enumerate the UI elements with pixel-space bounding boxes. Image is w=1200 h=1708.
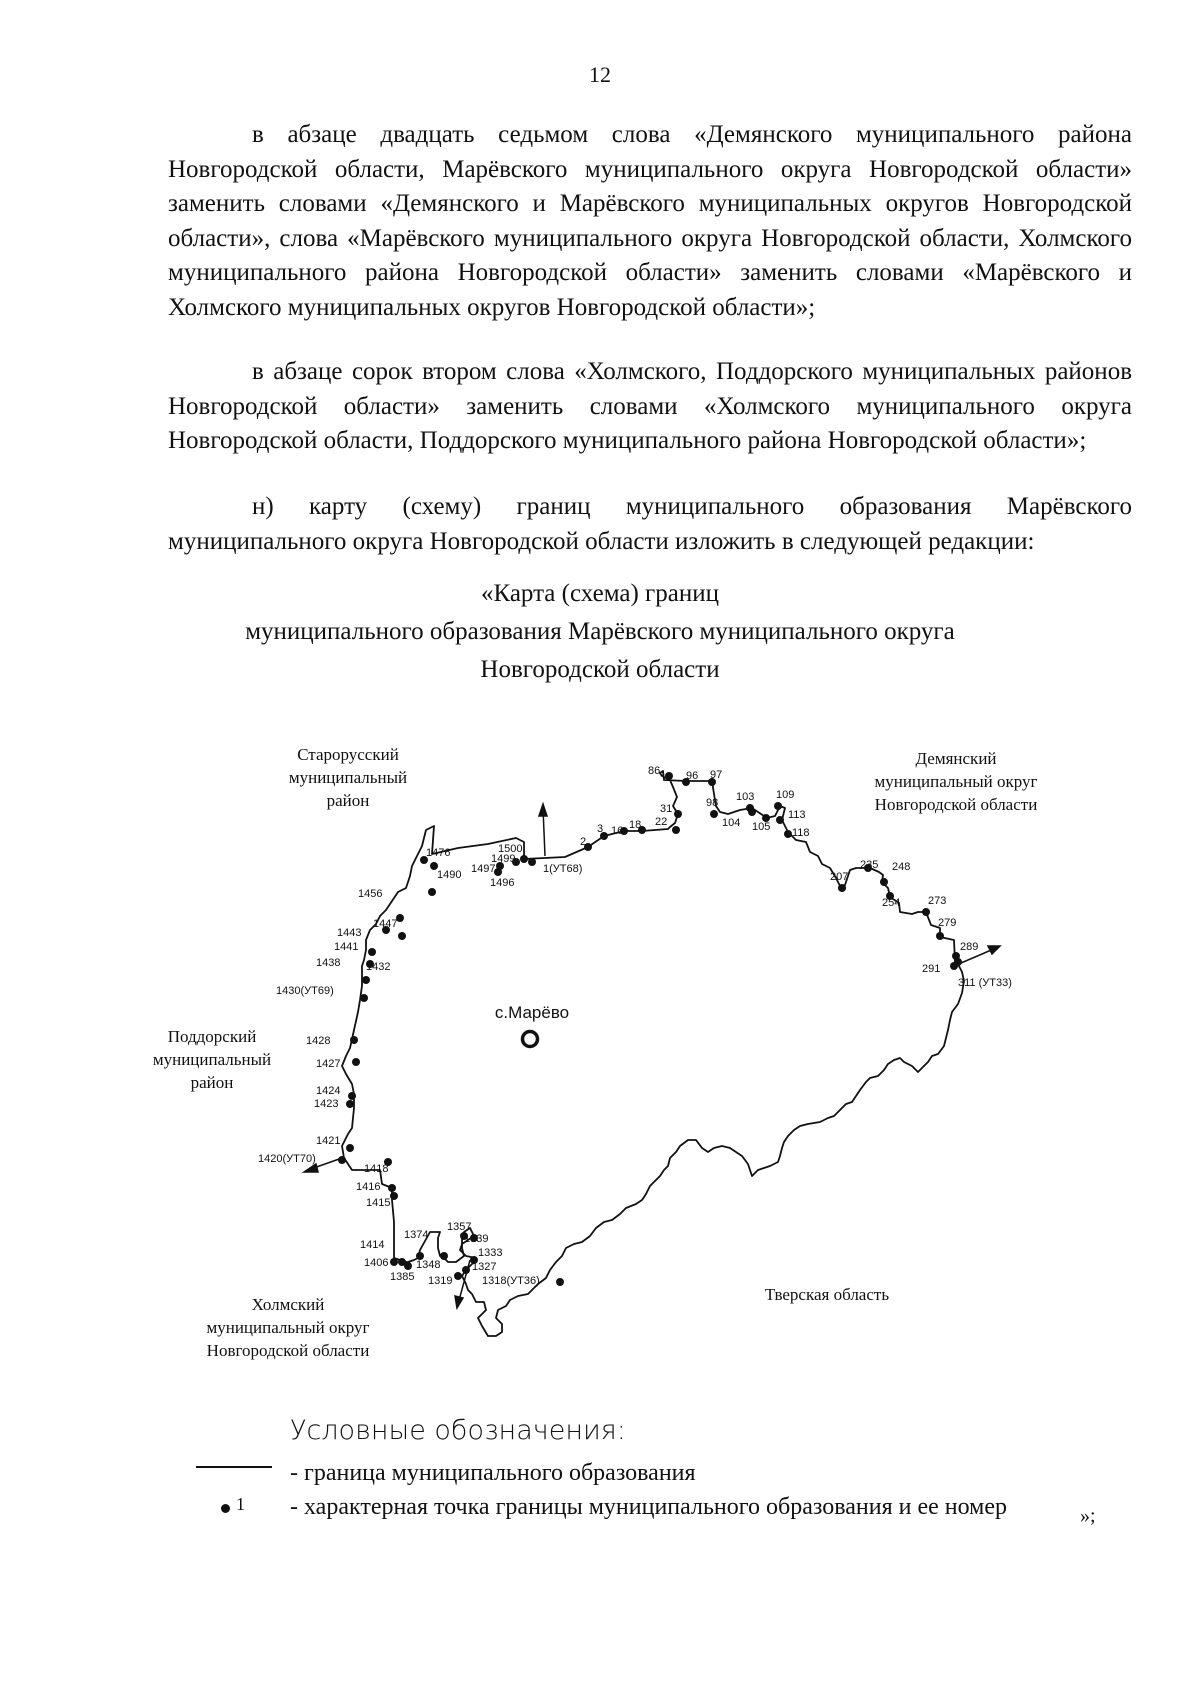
- legend-point-symbol-number: 1: [236, 1494, 245, 1514]
- legend-point-label: - характерная точка границы муниципального образования и ее номер: [290, 1494, 1007, 1520]
- legend-title: Условные обозначения:: [290, 1415, 626, 1446]
- svg-text:273: 273: [928, 895, 947, 907]
- map-title-line-3: Новгородской области: [480, 656, 720, 683]
- svg-text:1348: 1348: [416, 1259, 441, 1271]
- svg-text:289: 289: [960, 941, 979, 953]
- legend-boundary-label: - граница муниципального образования: [290, 1460, 696, 1486]
- svg-text:1421: 1421: [316, 1135, 341, 1147]
- label-poddorsky-district: [153, 1027, 271, 1092]
- boundary-map: [0, 700, 1200, 1380]
- svg-text:1497: 1497: [471, 863, 496, 875]
- map-title-line-1: «Карта (схема) границ: [480, 580, 720, 607]
- svg-text:Поддорский: Поддорский: [167, 1027, 257, 1046]
- svg-text:1(УТ68): 1(УТ68): [543, 863, 583, 875]
- svg-text:104: 104: [722, 817, 741, 829]
- svg-text:1496: 1496: [490, 877, 515, 889]
- label-tver-oblast: Тверская область: [764, 1285, 890, 1304]
- svg-text:103: 103: [736, 791, 755, 803]
- svg-text:254: 254: [882, 897, 901, 909]
- svg-text:279: 279: [938, 917, 957, 929]
- svg-text:105: 105: [752, 821, 771, 833]
- svg-text:1432: 1432: [366, 961, 391, 973]
- svg-text:1319: 1319: [428, 1275, 453, 1287]
- legend-boundary-line-symbol: [196, 1466, 272, 1468]
- svg-text:1318(УТ36): 1318(УТ36): [482, 1275, 540, 1287]
- svg-text:1385: 1385: [390, 1271, 415, 1283]
- svg-text:1418: 1418: [364, 1163, 389, 1175]
- svg-text:86: 86: [648, 765, 661, 777]
- svg-text:1500: 1500: [498, 843, 523, 855]
- label-kholmsky-district: [206, 1295, 369, 1360]
- svg-text:Демянский: Демянский: [915, 749, 997, 768]
- svg-text:1416: 1416: [356, 1181, 381, 1193]
- svg-text:муниципальный: муниципальный: [288, 768, 408, 787]
- svg-text:98: 98: [706, 797, 719, 809]
- svg-text:1430(УТ69): 1430(УТ69): [276, 985, 334, 997]
- svg-text:16: 16: [611, 825, 624, 837]
- svg-text:1490: 1490: [437, 869, 462, 881]
- svg-text:207: 207: [830, 871, 849, 883]
- paragraph-42nd-indent: в абзаце сорок втором слова «Холмского, Поддорского муниципальных районов Новгородской области» заменить словами «Холмского муниципального округа Новгородской области, Поддорского муниципального района Новгородской области»;: [168, 358, 1132, 454]
- svg-text:96: 96: [686, 770, 699, 782]
- settlement-marker: [523, 1032, 538, 1047]
- svg-text:248: 248: [892, 861, 911, 873]
- svg-text:2: 2: [580, 836, 587, 848]
- svg-text:1427: 1427: [316, 1058, 341, 1070]
- svg-text:1438: 1438: [316, 957, 341, 969]
- svg-text:муниципальный округ: муниципальный округ: [206, 1318, 370, 1337]
- svg-text:муниципальный: муниципальный: [152, 1050, 272, 1069]
- svg-text:97: 97: [710, 769, 723, 781]
- svg-text:291: 291: [922, 963, 941, 975]
- svg-text:1476: 1476: [426, 847, 451, 859]
- paragraph-map-clause: н) карту (схему) границ муниципального образования Марёвского муниципального округа Новгородской области изложить в следующей редакции:: [168, 493, 1132, 555]
- svg-text:муниципальный округ: муниципальный округ: [874, 772, 1038, 791]
- svg-text:235: 235: [860, 859, 879, 871]
- svg-text:Старорусский: Старорусский: [297, 745, 399, 764]
- closing-quote: »;: [1080, 1505, 1096, 1527]
- settlement-label: с.Марёво: [494, 1003, 570, 1022]
- point-labels: [258, 765, 1012, 1287]
- svg-text:1447: 1447: [373, 918, 398, 930]
- svg-text:1423: 1423: [314, 1098, 339, 1110]
- svg-text:1420(УТ70): 1420(УТ70): [258, 1153, 316, 1165]
- svg-text:район: район: [326, 791, 370, 810]
- label-demyansky-district: [874, 749, 1037, 814]
- svg-text:31: 31: [660, 803, 673, 815]
- svg-text:1333: 1333: [478, 1247, 503, 1259]
- svg-text:3: 3: [597, 823, 604, 835]
- svg-text:1441: 1441: [334, 941, 359, 953]
- map-title-line-2: муниципального образования Марёвского муниципального округа: [245, 618, 955, 645]
- svg-text:311 (УТ33): 311 (УТ33): [958, 977, 1012, 989]
- legend-point-symbol: [221, 1504, 230, 1513]
- svg-text:1339: 1339: [464, 1233, 489, 1245]
- svg-text:113: 113: [788, 809, 806, 821]
- svg-text:1415: 1415: [366, 1197, 391, 1209]
- svg-text:район: район: [190, 1073, 234, 1092]
- svg-text:1456: 1456: [358, 888, 383, 900]
- svg-text:Новгородской области: Новгородской области: [206, 1341, 370, 1360]
- svg-text:18: 18: [629, 819, 642, 831]
- label-starorussky-district: [289, 745, 407, 810]
- svg-text:1443: 1443: [337, 927, 362, 939]
- svg-text:Новгородской области: Новгородской области: [874, 795, 1038, 814]
- svg-text:109: 109: [776, 789, 795, 801]
- svg-text:22: 22: [655, 816, 668, 828]
- svg-text:Холмский: Холмский: [251, 1295, 325, 1314]
- svg-text:1499: 1499: [491, 853, 516, 865]
- svg-text:1428: 1428: [306, 1035, 331, 1047]
- svg-text:1424: 1424: [316, 1085, 341, 1097]
- svg-text:1357: 1357: [447, 1221, 472, 1233]
- page-number: 12: [589, 62, 611, 87]
- paragraph-27th-indent: в абзаце двадцать седьмом слова «Демянского муниципального района Новгородской области, Марёвского муниципального округа Новгородской области» заменить словами «Демянского и Марёвского муниципальных округов Новгородской области», слова «Марёвского муниципального округа Новгородской области, Холмского муниципального района Новгородской области» заменить словами «Марёвского и Холмского муниципальных округов Новгородской области»;: [168, 121, 1132, 321]
- svg-text:1406: 1406: [364, 1257, 389, 1269]
- svg-text:118: 118: [792, 827, 810, 839]
- svg-text:1327: 1327: [472, 1261, 497, 1273]
- svg-text:1374: 1374: [404, 1229, 429, 1241]
- svg-text:1414: 1414: [360, 1239, 385, 1251]
